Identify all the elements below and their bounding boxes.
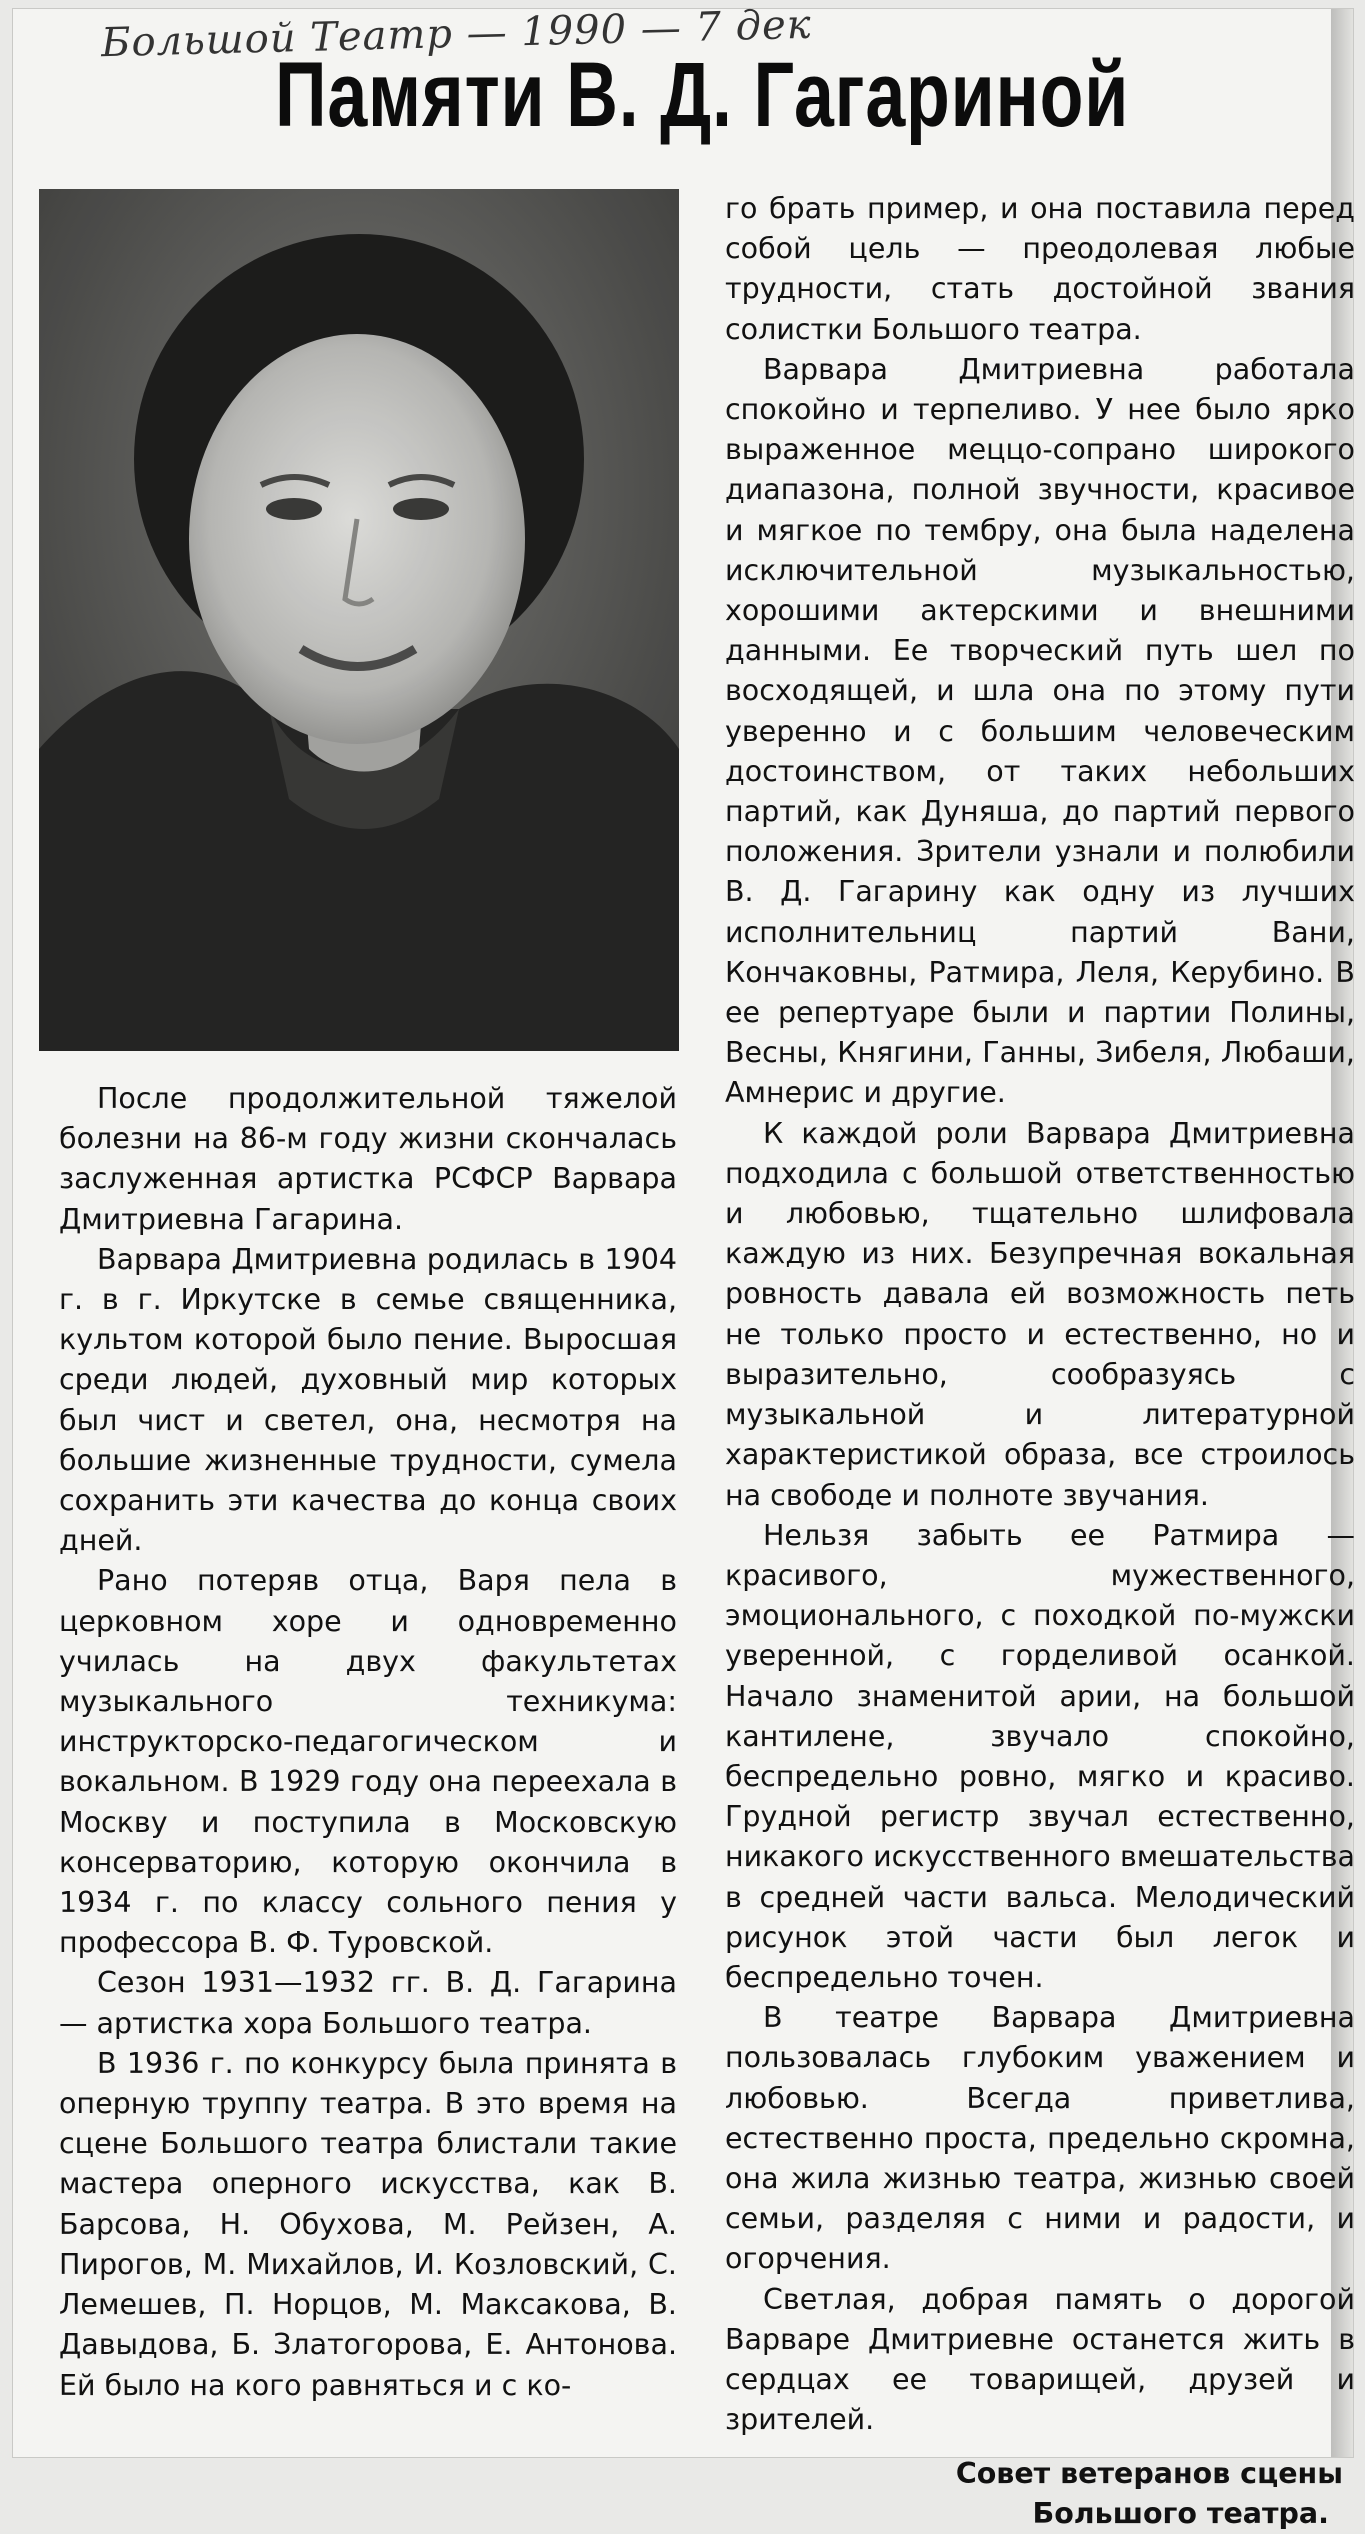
article-left-column [59, 1079, 677, 2406]
paragraph: Светлая, добрая память о дорогой Варваре Дмитриевне останется жить в сердцах ее товарищей, друзей и зрителей. [725, 2282, 1355, 2437]
paragraph: го брать пример, и она поставила перед собой цель — преодолевая любые трудности, стать достойной звания солистки Большого театра. [725, 192, 1355, 346]
portrait-photo-icon [39, 189, 679, 1051]
signature [725, 2454, 1355, 2534]
newspaper-clipping [12, 1, 1355, 2531]
portrait-photo [39, 189, 679, 1051]
paragraph: Рано потеряв отца, Варя пела в церковном хоре и одновременно училась на двух факультетах музыкального техникума: инструкторско-педагогическом и вокальном. В 1929 году она переехала в Москву и поступила в Московскую консерваторию, которую окончила в 1934 г. по классу сольного пения у профессора В. Ф. Туровской. [59, 1564, 677, 1960]
paragraph: Нельзя забыть ее Ратмира — красивого, мужественного, эмоционального, с походкой по-мужски уверенной, с горделивой осанкой. Начало знаменитой арии, на большой кантилене, звучало спокойно, беспредельно ровно, мягко и красиво. Грудной регистр звучал естественно, никакого искусственного вмешательства в средней части вальса. Мелодический рисунок этой части был легок и беспредельно точен. [725, 1518, 1355, 1994]
handwritten-note: Большой Театр — 1990 — 7 дек [100, 1, 813, 67]
paragraph: В театре Варвара Дмитриевна пользовалась глубоким уважением и любовью. Всегда приветлива, естественно проста, предельно скромна, она жила жизнью театра, жизнью своей семьи, разделяя с ними и радости, и огорчения. [725, 2001, 1355, 2276]
headline: Памяти В. Д. Гагариной [275, 44, 1130, 146]
signature-line: Совет ветеранов сцены [955, 2457, 1343, 2491]
paragraph: В 1936 г. по конкурсу была принята в оперную труппу театра. В это время на сцене Большого театра блистали такие мастера оперного искусства, как В. Барсова, Н. Обухова, М. Рейзен, А. Пирогов, М. Михайлов, И. Козловский, С. Лемешев, П. Норцов, М. Максакова, В. Давыдова, Б. Златогорова, Е. Антонова. Ей было на кого равняться и с ко- [59, 2046, 677, 2402]
paragraph: Сезон 1931—1932 гг. В. Д. Гагарина — артистка хора Большого театра. [59, 1966, 677, 2040]
article-right-column [725, 189, 1355, 2534]
paragraph: К каждой роли Варвара Дмитриевна подходила с большой ответственностью и любовью, тщательно шлифовала каждую из них. Безупречная вокальная ровность давала ей возможность петь не только просто и естественно, но и выразительно, сообразуясь с музыкальной и литературной характеристикой образа, все строилось на свободе и полноте звучания. [725, 1116, 1355, 1512]
paragraph: Варвара Дмитриевна работала спокойно и терпеливо. У нее было ярко выраженное меццо-сопрано широкого диапазона, полной звучности, красивое и мягкое по тембру, она была наделена исключительной музыкальностью, хорошими актерскими и внешними данными. Ее творческий путь шел по восходящей, и шла она по этому пути уверенно и с большим человеческим достоинством, от таких небольших партий, как Дуняша, до партий первого положения. Зрители узнали и полюбили В. Д. Гагарину как одну из лучших исполнительниц партий Вани, Кончаковны, Ратмира, Леля, Керубино. В ее репертуаре были и партии Полины, Весны, Княгини, Ганны, Зибеля, Любаши, Амнерис и другие. [725, 352, 1355, 1110]
paragraph: После продолжительной тяжелой болезни на 86-м году жизни скончалась заслуженная артистка РСФСР Варвара Дмитриевна Гагарина. [59, 1082, 677, 1236]
signature-line: Большого театра. [1032, 2497, 1329, 2531]
paragraph: Варвара Дмитриевна родилась в 1904 г. в г. Иркутске в семье священника, культом которой было пение. Выросшая среди людей, духовный мир которых был чист и светел, она, несмотря на большие жизненные трудности, сумела сохранить эти качества до конца своих дней. [59, 1242, 677, 1558]
